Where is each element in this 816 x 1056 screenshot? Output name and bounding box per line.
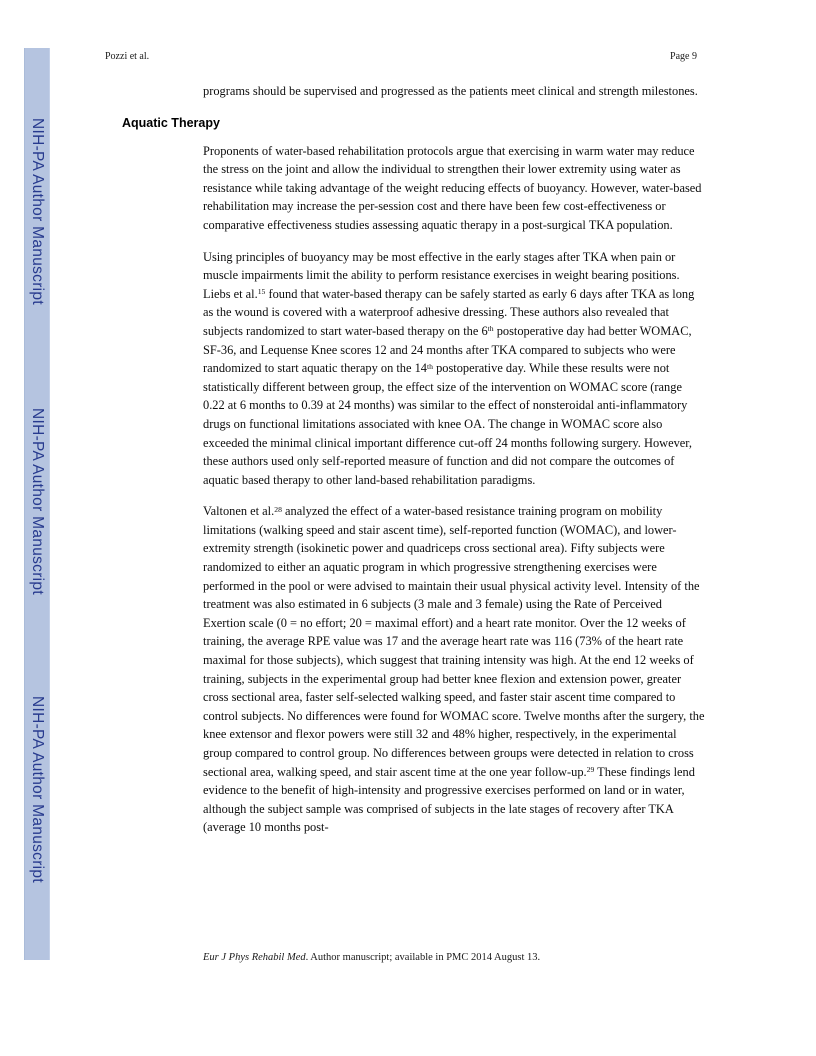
paragraph-liebs-study: Using principles of buoyancy may be most effective in the early stages after TKA when pain or muscle impairments limit the ability to perform resistance exercises in weight bearing positions. Liebs et al.$^{15}$ found that water-based therapy can be safely started as early 6 days after TKA as long as the wound is covered with a waterproof adhesive dressing. These authors also revealed that subjects randomized to start water-based therapy on the 6th postoperative day had better WOMAC, SF-36, and Lequense Knee scores 12 and 24 months after TKA compared to subjects who were randomized to start aquatic therapy on the 14th postoperative day. While these results were not statistically different between group, the effect size of the intervention on WOMAC score (range 0.22 at 6 months to 0.39 at 24 months) was similar to the effect of nonsteroidal anti-inflammatory drugs on functional limitations associated with knee OA. The change in WOMAC score also exceeded the minimal clinical important difference cut-off 24 months following surgery. However, these authors used only self-reported measure of function and did not compare the outcomes of aquatic based therapy to other land-based rehabilitation paradigms. — [203, 249, 695, 487]
running-header-author: Pozzi et al. — [105, 51, 150, 62]
nih-pa-watermark-text: NIH-PA Author Manuscript — [29, 696, 46, 883]
paragraph-proponents: Proponents of water-based rehabilitation protocols argue that exercising in warm water may reduce the stress on the joint and allow the individual to strengthen their lower extremity using water as resistance while taking advantage of the weight reducing effects of buoyancy. However, water-based rehabilitation may increase the per-session cost and there have been few cost-effectiveness or comparative effectiveness studies assessing aquatic therapy in a post-surgical TKA population. — [203, 143, 702, 232]
footer-journal-citation: Eur J Phys Rehabil Med. Author manuscript; available in PMC 2014 August 13. — [203, 952, 541, 963]
section-heading-aquatic-therapy: Aquatic Therapy — [122, 115, 220, 130]
nih-pa-watermark-text: NIH-PA Author Manuscript — [29, 118, 46, 305]
paragraph-valtonen-study: Valtonen et al.$^{28}$ analyzed the effect of a water-based resistance training program on mobility limitations (walking speed and stair ascent time), self-reported function (WOMAC), and lower-extremity strength (isokinetic power and quadriceps cross sectional area). Fifty subjects were randomized to either an aquatic program in which progressive strengthening exercises were performed in the pool or were advised to maintain their usual physical activity level. Intensity of the treatment was also estimated in 6 subjects (3 male and 3 female) using the Rate of Perceived Exertion scale (0 = no effort; 20 = maximal effort) and a heart rate monitor. Over the 12 weeks of training, the average RPE value was 17 and the average heart rate was 116 (73% of the heart rate maximal for those subjects), which suggest that training intensity was high. At the end 12 weeks of training, subjects in the experimental group had better knee flexion and extension power, greater cross sectional area, faster self-selected walking speed, and faster stair ascent time compared to control subjects. No differences were found for WOMAC score. Twelve months after the surgery, the knee extensor and flexor powers were still 32 and 48% higher, respectively, in the experimental group compared to control group. No differences between groups were detected in relation to cross sectional area, walking speed, and stair ascent time at the one year follow-up.$^{29}$ These findings lend evidence to the benefit of high-intensity and progressive exercises performed on land or in water, although the subject sample was comprised of subjects in the late stages of recovery after TKA (average 10 months post- — [203, 504, 705, 835]
body-text-column — [122, 82, 705, 850]
paragraph-supervision-continued: programs should be supervised and progressed as the patients meet clinical and strength milestones. — [203, 84, 698, 98]
nih-pa-watermark-text: NIH-PA Author Manuscript — [29, 408, 46, 595]
running-header-page-number: Page 9 — [670, 51, 697, 62]
